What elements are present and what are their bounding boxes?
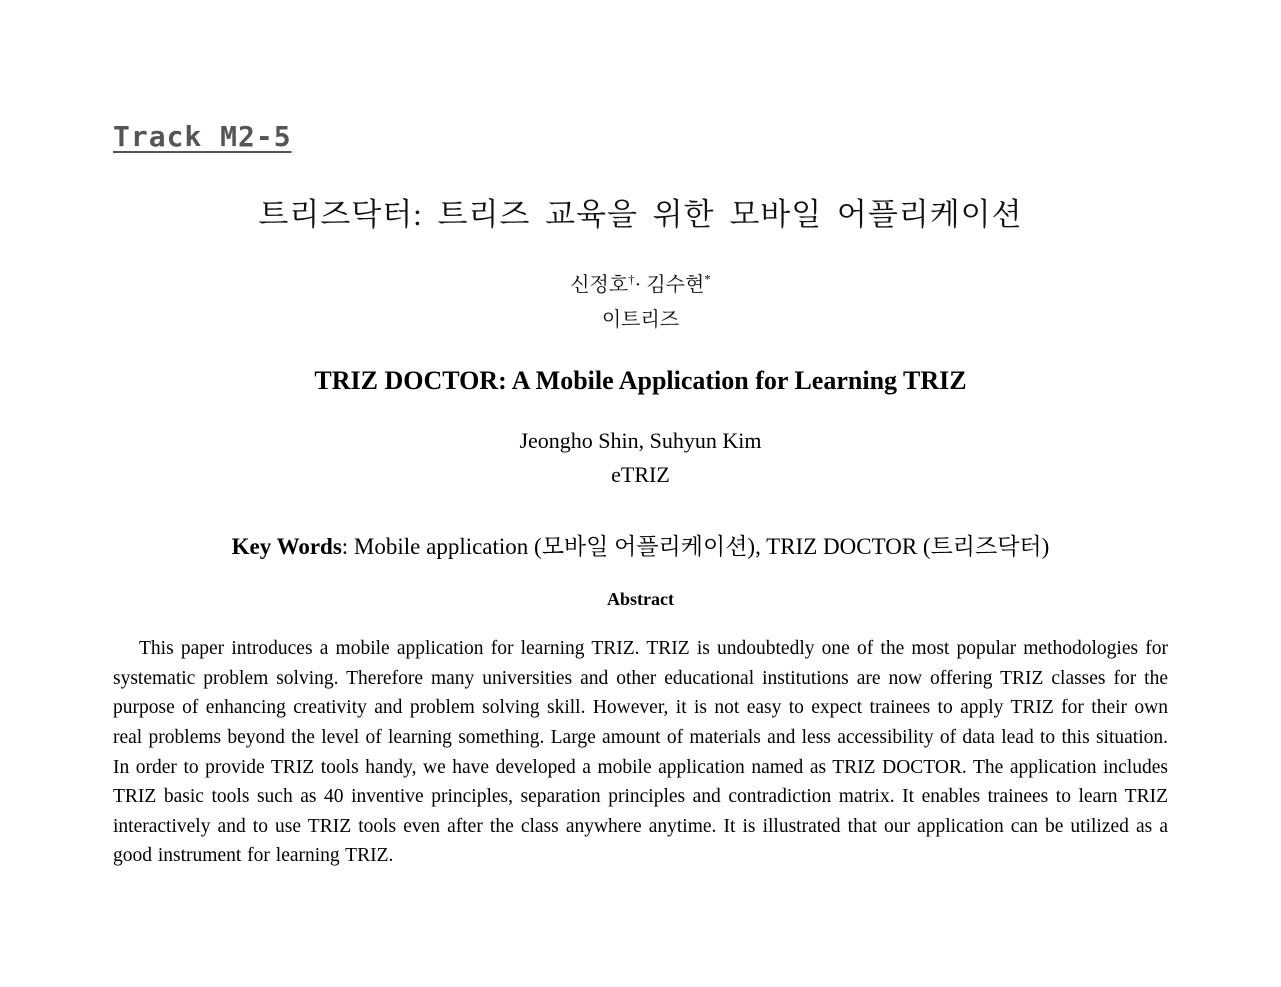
abstract-body: This paper introduces a mobile application for learning TRIZ. TRIZ is undoubtedly one of the most popular methodologies for systematic problem solving. Therefore many universities and other educational institutions are now offering TRIZ classes for the purpose of enhancing creativity and problem solving skill. However, it is not easy to expect trainees to apply TRIZ for their own real problems beyond the level of learning something. Large amount of materials and less accessibility of data lead to this situation. In order to provide TRIZ tools handy, we have developed a mobile application named as TRIZ DOCTOR. The application includes TRIZ basic tools such as 40 inventive principles, separation principles and contradiction matrix. It enables trainees to learn TRIZ interactively and to use TRIZ tools even after the class anywhere anytime. It is illustrated that our application can be utilized as a good instrument for learning TRIZ. (113, 638, 1168, 867)
english-affiliation: eTRIZ (611, 462, 670, 487)
keywords-value: : Mobile application (모바일 어플리케이션), TRIZ DOCTOR (트리즈닥터) (341, 534, 1050, 559)
korean-author-second: · 김수현 (634, 274, 705, 296)
english-title: TRIZ DOCTOR: A Mobile Application for Learning TRIZ (314, 366, 967, 395)
korean-affiliation: 이트리즈 (601, 309, 680, 331)
korean-title: 트리즈닥터: 트리즈 교육을 위한 모바일 어플리케이션 (258, 197, 1023, 232)
keywords-line (113, 528, 1168, 561)
korean-authors (113, 268, 1168, 297)
keywords-label: Key Words (231, 534, 342, 559)
author-footnote-marker-dagger: † (628, 271, 635, 287)
abstract-heading: Abstract (607, 589, 674, 609)
english-authors: Jeongho Shin, Suhyun Kim (519, 428, 762, 453)
author-footnote-marker-asterisk: * (704, 271, 711, 287)
korean-author-first: 신정호 (570, 274, 629, 296)
track-label: Track M2-5 (113, 120, 292, 153)
